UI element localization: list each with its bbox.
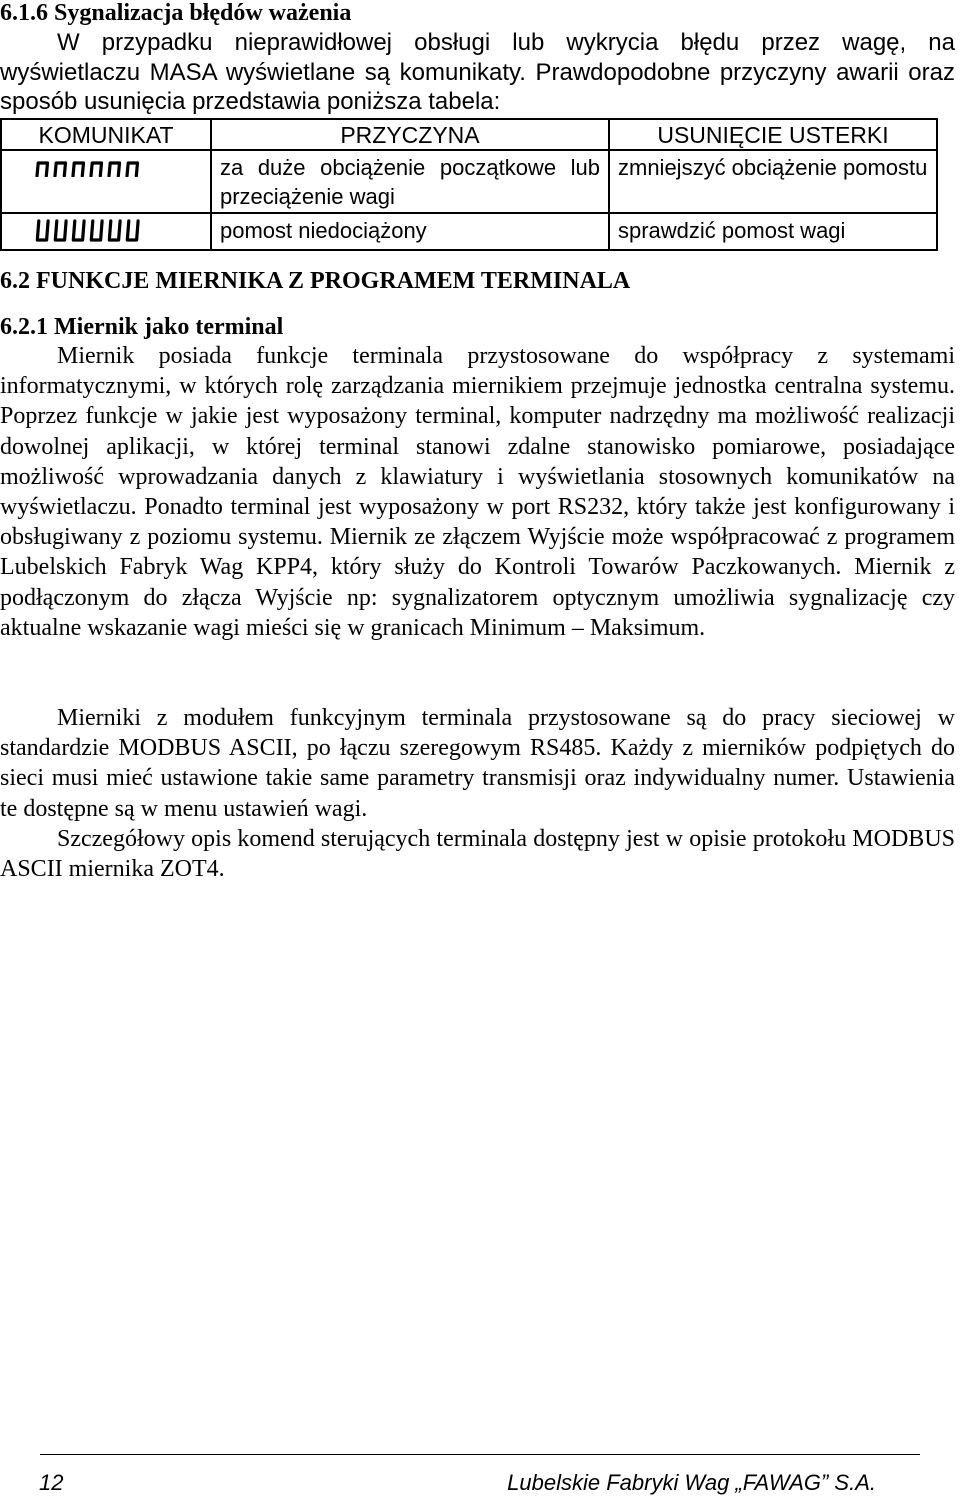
page-number: 12: [39, 1470, 64, 1495]
paragraph: Mierniki z modułem funkcyjnym terminala przystosowane są do pracy sieciowej w standardzie MODBUS ASCII, po łączu szeregowym RS485. Każdy z mierników podpiętych do sieci musi mieć ustawione takie same parametry transmisji oraz indywidualny numer. Ustawienia te dostępne są w menu ustawień wagi.: [0, 705, 955, 822]
table-cell-cause: pomost niedociążony: [210, 214, 608, 249]
table-row: [2, 214, 936, 249]
underload-display-icon: [35, 219, 143, 243]
table-header-cell: KOMUNIKAT: [38, 122, 174, 148]
table-cell-remedy: sprawdzić pomost wagi: [608, 214, 936, 249]
table-cell-message: [2, 151, 210, 212]
table-header-row: [2, 120, 936, 151]
footer-divider: [40, 1454, 920, 1455]
table-cell-cause: za duże obciążenie początkowe lub przeciążenie wagi: [210, 151, 608, 212]
table-row: [2, 151, 936, 214]
paragraph: W przypadku nieprawidłowej obsługi lub wykrycia błędu przez wagę, na wyświetlaczu MASA wyświetlane są komunikaty. Prawdopodobne przyczyny awarii oraz sposób usunięcia przedstawia poniższa tabela:: [0, 29, 955, 115]
section-heading: 6.2 FUNKCJE MIERNIKA Z PROGRAMEM TERMINALA: [0, 268, 631, 294]
footer-company: Lubelskie Fabryki Wag „FAWAG” S.A.: [507, 1470, 876, 1495]
section-heading: 6.1.6 Sygnalizacja błędów ważenia: [0, 0, 352, 26]
subsection-heading: 6.2.1 Miernik jako terminal: [0, 314, 284, 340]
table-header-cell: PRZYCZYNA: [210, 120, 608, 149]
paragraph: Miernik posiada funkcje terminala przystosowane do współpracy z systemami informatycznymi, w których rolę zarządzania miernikiem przejmuje jednostka centralna systemu. Poprzez funkcje w jakie jest wyposażony terminal, komputer nadrzędny ma możliwość realizacji dowolnej aplikacji, w której terminal stanowi zdalne stanowisko pomiarowe, posiadające możliwość wprowadzania danych z klawiatury i wyświetlania stosownych komunikatów na wyświetlaczu. Ponadto terminal jest wyposażony w port RS232, który także jest konfigurowany i obsługiwany z poziomu systemu. Miernik ze złączem Wyjście może współpracować z programem Lubelskich Fabryk Wag KPP4, który służy do Kontroli Towarów Paczkowanych. Miernik z podłączonym do złącza Wyjście np: sygnalizatorem optycznym umożliwia sygnalizację czy aktualne wskazanie wagi mieści się w granicach Minimum – Maksimum.: [0, 343, 955, 641]
table-cell-remedy: zmniejszyć obciążenie pomostu: [608, 151, 936, 212]
overload-display-icon: [35, 159, 143, 177]
error-messages-table: [0, 118, 938, 251]
paragraph: Szczegółowy opis komend sterujących terminala dostępny jest w opisie protokołu MODBUS ASCII miernika ZOT4.: [0, 826, 955, 883]
table-header-cell: USUNIĘCIE USTERKI: [608, 120, 936, 149]
table-cell-message: [2, 214, 210, 249]
